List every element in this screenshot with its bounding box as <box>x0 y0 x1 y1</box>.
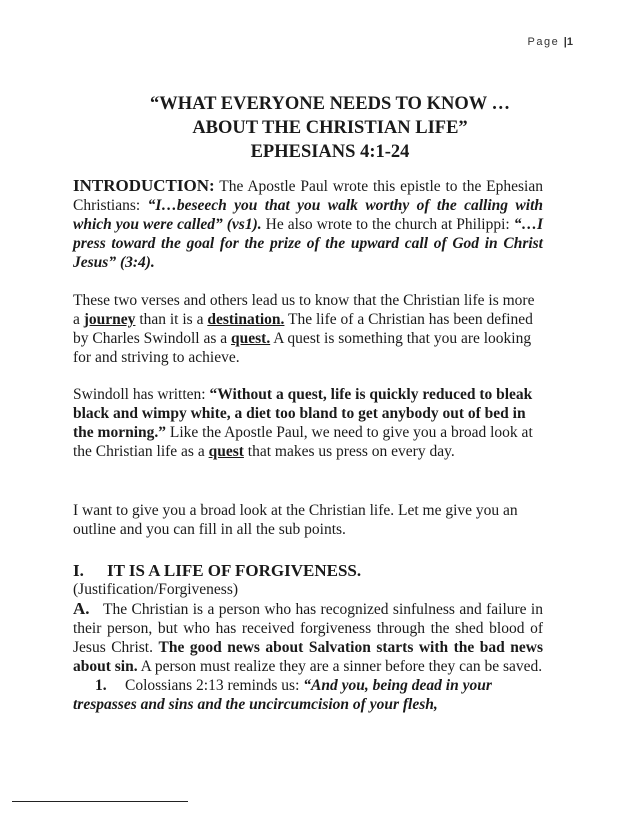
point-1-text: Colossians 2:13 reminds us: <box>125 677 304 694</box>
intro-label: INTRODUCTION: <box>73 176 215 195</box>
title-line-2: ABOUT THE CHRISTIAN LIFE” <box>192 118 468 138</box>
section-number: I. <box>73 561 84 580</box>
section-subtitle: (Justification/Forgiveness) <box>73 581 239 598</box>
journey-paragraph <box>73 291 543 367</box>
title-line-1: “WHAT EVERYONE NEEDS TO KNOW … <box>149 94 510 114</box>
word-quest: quest. <box>231 330 271 347</box>
introduction-paragraph <box>73 176 543 272</box>
footer-rule <box>12 801 188 802</box>
swindoll-paragraph <box>73 385 543 461</box>
point-a-text-2: A person must realize they are a sinner before they can be saved. <box>137 658 543 675</box>
intro-text-1: The Apostle Paul wrote this epistle to the Ephesian Christians: <box>73 178 543 214</box>
intro-quote-philippians: “…I press toward the goal for the prize of the upward call of God in Christ Jesus” (3:4). <box>73 216 543 271</box>
swindoll-quote: “Without a quest, life is quickly reduced to bleak black and wimpy white, a diet too bland to get anybody out of bed in the morning.” <box>73 386 533 441</box>
para2-text-4: A quest is something that you are looking for and striving to achieve. <box>73 330 532 366</box>
point-1-label: 1. <box>95 677 107 694</box>
word-destination: destination. <box>207 311 285 328</box>
page-number-value: 1 <box>566 36 573 48</box>
point-1 <box>73 676 543 714</box>
point-a <box>73 599 543 676</box>
para2-text-3: The life of a Christian has been defined by Charles Swindoll as a <box>73 311 533 347</box>
para3-text-1: Swindoll has written: <box>73 386 210 403</box>
point-a-text-1: The Christian is a person who has recognized sinfulness and failure in their person, but who has received forgiveness through the shed blood of Jesus Christ. <box>73 601 543 656</box>
title-line-3: EPHESIANS 4:1-24 <box>250 142 410 162</box>
para3-text-2: Like the Apostle Paul, we need to give you a broad look at the Christian life as a <box>73 424 533 460</box>
word-journey: journey <box>83 311 136 328</box>
sermon-title <box>70 92 590 164</box>
point-a-label: A. <box>73 599 90 618</box>
para3-text-3: that makes us press on every day. <box>243 443 455 460</box>
intro-quote-ephesians: “I…beseech you that you walk worthy of the calling with which you were called” (vs1). <box>73 197 544 233</box>
page-number <box>528 36 573 48</box>
intro-text-2: He also wrote to the church at Philippi: <box>261 216 514 233</box>
para2-text-2: than it is a <box>135 311 208 328</box>
point-a-bold: The good news about Salvation starts with the bad news about sin. <box>73 639 544 675</box>
page-label: Page <box>527 36 560 48</box>
section-heading-text: IT IS A LIFE OF FORGIVENESS. <box>107 561 362 580</box>
outline-paragraph: I want to give you a broad look at the Christian life. Let me give you an outline and you can fill in all the sub points. <box>73 502 518 538</box>
section-forgiveness <box>73 561 543 714</box>
page-separator: | <box>563 36 567 48</box>
colossians-quote: “And you, being dead in your trespasses and sins and the uncircumcision of your flesh, <box>73 677 492 713</box>
word-quest-2: quest <box>208 443 244 460</box>
section-heading <box>73 561 543 580</box>
para2-text-1: These two verses and others lead us to know that the Christian life is more a <box>73 292 535 328</box>
